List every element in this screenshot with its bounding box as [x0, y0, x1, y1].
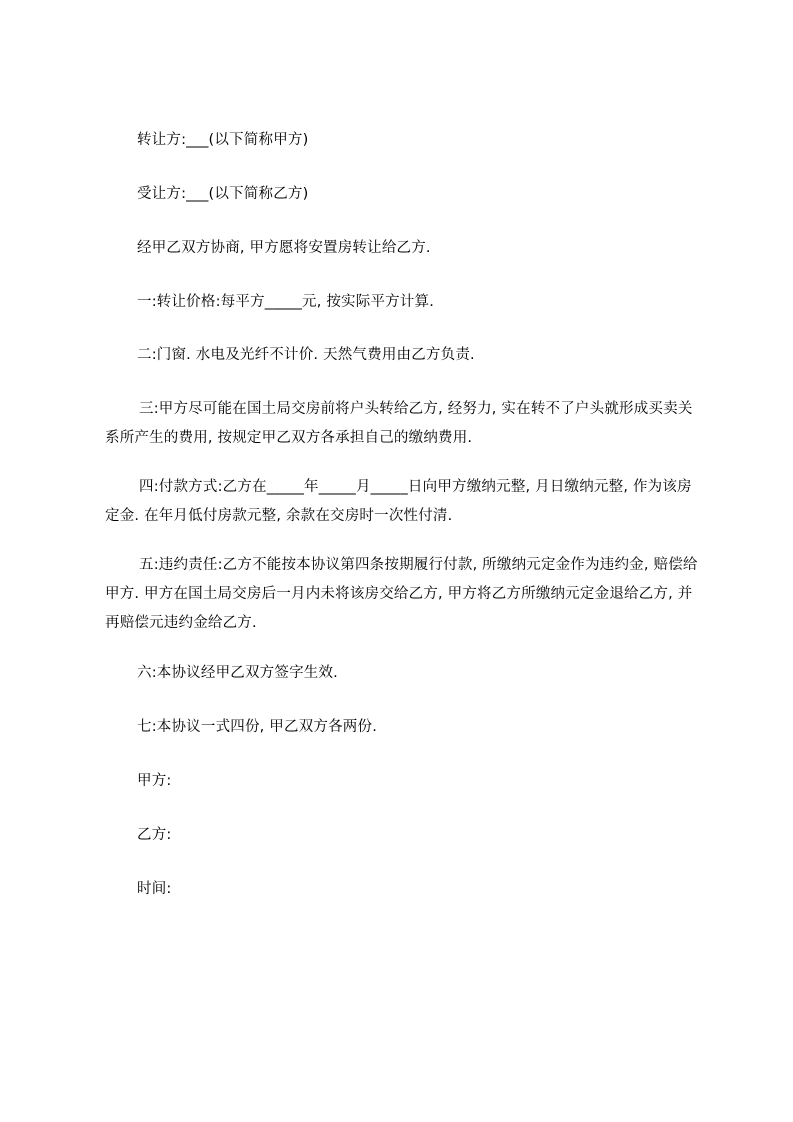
clause-3-title-transfer: 三:甲方尽可能在国土局交房前将户头转给乙方, 经努力, 实在转不了户头就形成买卖关系所产生的费用, 按规定甲乙双方各承担自己的缴纳费用.	[105, 401, 693, 446]
clause-6-effective: 六:本协议经甲乙双方签字生效.	[137, 665, 338, 681]
date-label: 时间:	[137, 881, 172, 897]
clause-2-fixtures: 二:门窗. 水电及光纤不计价. 天然气费用由乙方负责.	[137, 347, 475, 363]
transferor-line: 转让方:___(以下简称甲方)	[137, 132, 309, 148]
party-b-signature-label: 乙方:	[137, 827, 172, 843]
clause-1-price: 一:转让价格:每平方_____元, 按实际平方计算.	[137, 294, 435, 310]
clause-4-payment: 四:付款方式:乙方在_____年_____月_____日向甲方缴纳元整, 月日缴纳元整, 作为该房定金. 在年月低付房款元整, 余款在交房时一次性付清.	[105, 479, 692, 524]
party-a-signature-label: 甲方:	[137, 773, 172, 789]
clause-7-copies: 七:本协议一式四份, 甲乙双方各两份.	[137, 719, 378, 735]
transferee-line: 受让方:___(以下简称乙方)	[137, 186, 309, 202]
agreement-intro: 经甲乙双方协商, 甲方愿将安置房转让给乙方.	[137, 240, 431, 256]
clause-5-breach: 五:违约责任:乙方不能按本协议第四条按期履行付款, 所缴纳元定金作为违约金, 赔偿给甲方. 甲方在国土局交房后一月内未将该房交给乙方, 甲方将乙方所缴纳元定金退给乙方, 并再赔偿元违约金给乙方.	[105, 557, 698, 631]
